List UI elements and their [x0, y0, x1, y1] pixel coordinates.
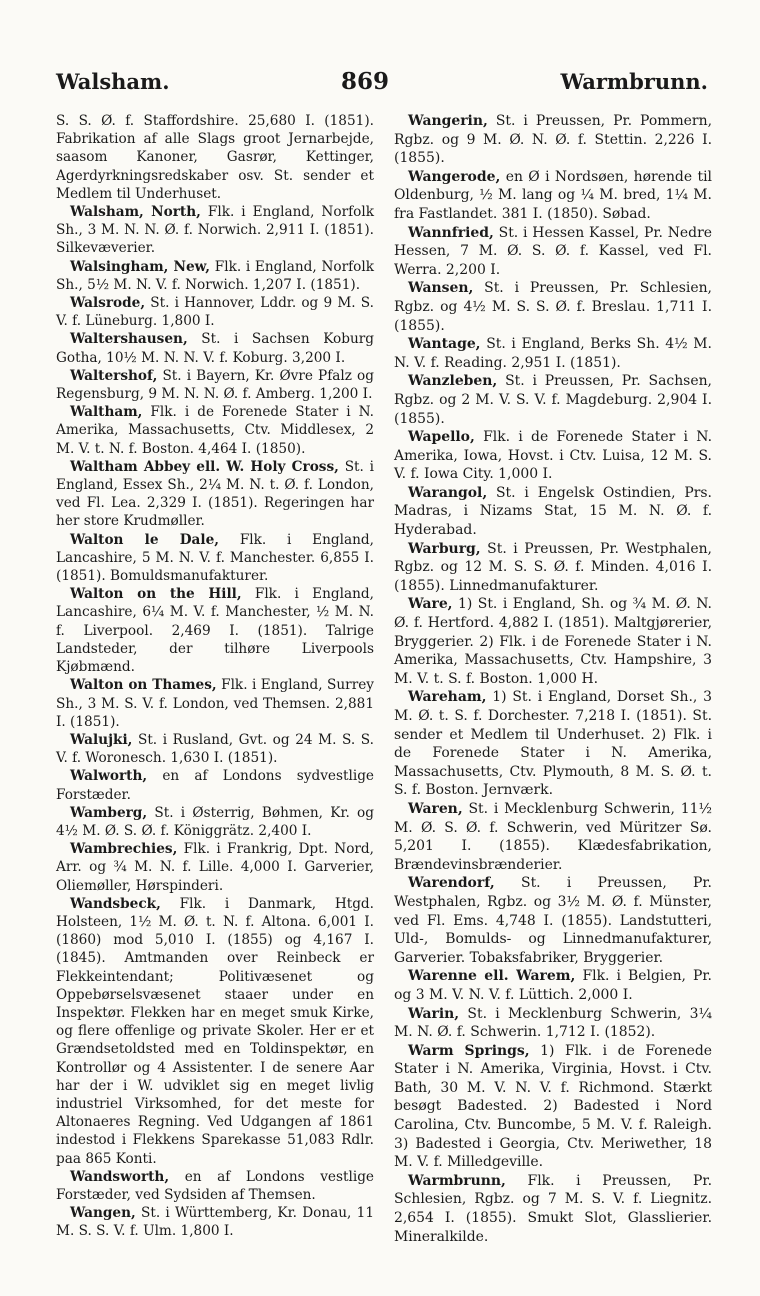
- dictionary-entry: [56, 804, 374, 840]
- entry-headword: Waltham,: [70, 404, 143, 421]
- entry-text: St. i Hannover, Lddr. og 9 M. S. V. f. Lüneburg. 1,800 I.: [56, 295, 374, 330]
- dictionary-entry: [56, 330, 374, 366]
- entry-text: St. i England, Berks Sh. 4½ M. N. V. f. Reading. 2,951 I. (1851).: [394, 336, 712, 371]
- entry-headword: Warburg,: [408, 540, 481, 557]
- dictionary-entry: [394, 967, 712, 1004]
- dictionary-entry: [394, 112, 712, 168]
- entry-text: St. i Engelsk Ostindien, Prs. Madras, i Nizams Stat, 15 M. N. Ø. f. Hyderabad.: [394, 484, 712, 539]
- dictionary-entry: [394, 224, 712, 280]
- entry-text: St. i Sachsen Koburg Gotha, 10½ M. N. N. V. f. Koburg. 3,200 I.: [56, 331, 374, 366]
- dictionary-entry: [394, 335, 712, 372]
- entry-text: en Ø i Nordsøen, hørende til Oldenburg, ½ M. lang og ¼ M. bred, 1¼ M. fra Fastlandet. 381 I. (1850). Søbad.: [394, 168, 712, 222]
- entry-headword: Wareham,: [408, 689, 487, 706]
- dictionary-entry: [394, 428, 712, 484]
- entry-text: Flk. i Preussen, Pr. Schlesien, Rgbz. og 7 M. S. V. f. Liegnitz. 2,654 I. (1855). Smukt Slot, Glasslierier. Mineralkilde.: [394, 1172, 712, 1245]
- entry-text: S. S. Ø. f. Staffordshire. 25,680 I. (1851). Fabrikation af alle Slags groot Jernarbejde, saasom Kanoner, Gasrør, Kettinger, Agerdyrkningsredskaber osv. St. sender et Medlem til Underhuset.: [56, 113, 374, 202]
- entry-headword: Wapello,: [408, 429, 475, 446]
- entry-headword: Warin,: [408, 1005, 460, 1022]
- dictionary-entry: [56, 676, 374, 731]
- dictionary-entry: [394, 540, 712, 596]
- entry-text: St. i Bayern, Kr. Øvre Pfalz og Regensburg, 9 M. N. N. Ø. f. Amberg. 1,200 I.: [56, 367, 375, 403]
- entry-text: St. i Østerrig, Bøhmen, Kr. og 4½ M. Ø. S. Ø. f. Königgrätz. 2,400 I.: [56, 804, 375, 839]
- entry-headword: Wambrechies,: [70, 841, 178, 858]
- entry-text: St. i Preussen, Pr. Sachsen, Rgbz. og 2 M. V. S. V. f. Magdeburg. 2,904 I. (1855).: [394, 373, 712, 427]
- entry-headword: Walton on Thames,: [70, 677, 217, 694]
- entry-headword: Wangerode,: [408, 168, 501, 185]
- entry-headword: Ware,: [408, 596, 453, 613]
- left-column: [56, 112, 374, 1241]
- entry-headword: Walsham, North,: [70, 204, 201, 221]
- entry-headword: Warmbrunn,: [408, 1172, 506, 1189]
- dictionary-entry: [56, 294, 374, 330]
- dictionary-entry: [56, 531, 374, 586]
- entry-text: en af Londons vestlige Forstæder, ved Sydsiden af Themsen.: [56, 1168, 375, 1203]
- running-head-right: Warmbrunn.: [560, 68, 708, 94]
- entry-headword: Warm Springs,: [408, 1042, 530, 1059]
- entry-text: Flk. i de Forenede Stater i N. Amerika, Massachusetts, Ctv. Middlesex, 2 M. V. t. N. f. Boston. 4,464 I. (1850).: [56, 404, 375, 457]
- entry-headword: Wantage,: [408, 336, 481, 353]
- entry-text: Flk. i England, Lancashire, 5 M. N. V. f. Manchester. 6,855 I. (1851). Bomuldsmanufakturer.: [56, 531, 374, 585]
- dictionary-entry: [56, 112, 374, 203]
- dictionary-entry: [56, 895, 374, 1168]
- running-head-left: Walsham.: [56, 68, 170, 94]
- dictionary-entry: [56, 840, 374, 895]
- entry-headword: Wanzleben,: [408, 373, 498, 390]
- entry-text: 1) St. i England, Sh. og ¾ M. Ø. N. Ø. f. Hertford. 4,882 I. (1851). Maltgjørerier, Bryggerier. 2) Flk. i de Forenede Stater i N. Amerika, Massachusetts, Ctv. Hampshire, 3 M. V. t. S. f. Boston. 1,000 H.: [394, 596, 712, 687]
- page-number: 869: [341, 67, 390, 95]
- entry-headword: Wamberg,: [70, 804, 148, 821]
- dictionary-entry: [394, 372, 712, 428]
- dictionary-entry: [394, 168, 712, 224]
- entry-text: Flk. i England, Surrey Sh., 3 M. S. V. f. London, ved Themsen. 2,881 I. (1851).: [56, 677, 375, 730]
- entry-headword: Walton le Dale,: [70, 531, 220, 548]
- dictionary-entry: [394, 1005, 712, 1042]
- entry-text: St. i Preussen, Pr. Pommern, Rgbz. og 9 M. Ø. N. Ø. f. Stettin. 2,226 I. (1855).: [394, 113, 712, 167]
- dictionary-entry: [56, 367, 374, 403]
- dictionary-entry: [394, 800, 712, 874]
- dictionary-entry: [56, 203, 374, 258]
- entry-headword: Wannfried,: [408, 224, 494, 241]
- entry-text: St. i Württemberg, Kr. Donau, 11 M. S. S. V. f. Ulm. 1,800 I.: [56, 1205, 374, 1240]
- entry-headword: Wandsworth,: [70, 1168, 170, 1185]
- dictionary-entry: [56, 458, 374, 531]
- entry-text: 1) St. i England, Dorset Sh., 3 M. Ø. t. S. f. Dorchester. 7,218 I. (1851). St. sender et Medlem til Underhuset. 2) Flk. i de Forenede Stater i N. Amerika, Massachusetts, Ctv. Plymouth, 8 M. S. Ø. t. S. f. Boston. Jernværk.: [394, 689, 712, 799]
- dictionary-entry: [56, 585, 374, 676]
- entry-text: Flk. i England, Norfolk Sh., 3 M. N. N. Ø. f. Norwich. 2,911 I. (1851). Silkevæverier.: [56, 204, 374, 257]
- entry-text: St. i Preussen, Pr. Schlesien, Rgbz. og 4½ M. S. S. Ø. f. Breslau. 1,711 I. (1855).: [394, 280, 712, 334]
- entry-headword: Waren,: [408, 800, 463, 817]
- entry-text: St. i England, Essex Sh., 2¼ M. N. t. Ø. f. London, ved Fl. Lea. 2,329 I. (1851). Regeringen har her store Krudmøller.: [56, 458, 374, 530]
- entry-text: Flk. i Belgien, Pr. og 3 M. V. N. V. f. Lüttich. 2,000 I.: [394, 968, 712, 1003]
- dictionary-entry: [56, 767, 374, 803]
- entry-headword: Walujki,: [70, 731, 133, 748]
- dictionary-entry: [394, 595, 712, 688]
- entry-headword: Waltershof,: [70, 367, 158, 384]
- dictionary-entry: [56, 731, 374, 767]
- entry-text: en af Londons sydvestlige Forstæder.: [56, 768, 374, 803]
- entry-text: St. i Preussen, Pr. Westphalen, Rgbz. og 3½ M. Ø. f. Münster, ved Fl. Ems. 4,748 I. (1855). Landstutteri, Uld-, Bomulds- og Linnedmanufakturer, Garverier. Tobaksfabriker, Bryggerier.: [394, 875, 712, 966]
- dictionary-entry: [394, 279, 712, 335]
- entry-text: St. i Mecklenburg Schwerin, 3¼ M. N. Ø. f. Schwerin. 1,712 I. (1852).: [394, 1005, 713, 1041]
- entry-headword: Warenne ell. Warem,: [408, 968, 576, 985]
- entry-headword: Walsrode,: [70, 295, 146, 312]
- dictionary-entry: [394, 688, 712, 800]
- entry-text: St. i Preussen, Pr. Westphalen, Rgbz. og 12 M. S. S. Ø. f. Minden. 4,016 I. (1855). Linnedmanufakturer.: [394, 540, 712, 594]
- dictionary-entry: [56, 403, 374, 458]
- dictionary-entry: [56, 258, 374, 294]
- entry-headword: Waltershausen,: [70, 331, 188, 348]
- entry-text: St. i Rusland, Gvt. og 24 M. S. S. V. f. Woronesch. 1,630 I. (1851).: [56, 731, 374, 767]
- dictionary-entry: [394, 484, 712, 540]
- entry-headword: Wangerin,: [408, 113, 488, 129]
- dictionary-entry: [56, 1204, 374, 1240]
- entry-headword: Walworth,: [70, 768, 148, 785]
- right-column: [394, 112, 712, 1246]
- dictionary-entry: [394, 1172, 712, 1246]
- entry-text: Flk. i England, Lancashire, 6¼ M. V. f. Manchester, ½ M. N. f. Liverpool. 2,469 I. (1851). Talrige Landsteder, der tilhøre Liverpools Kjøbmænd.: [56, 586, 374, 676]
- entry-headword: Warangol,: [408, 484, 488, 501]
- entry-headword: Waltham Abbey ell. W. Holy Cross,: [70, 458, 339, 475]
- entry-text: St. i Hessen Kassel, Pr. Nedre Hessen, 7 M. Ø. S. Ø. f. Kassel, ved Fl. Werra. 2,200 I.: [394, 224, 713, 278]
- entry-text: Flk. i Frankrig, Dpt. Nord, Arr. og ¾ M. N. f. Lille. 4,000 I. Garverier, Oliemøller, Hørspinderi.: [56, 841, 374, 894]
- entry-text: 1) Flk. i de Forenede Stater i N. Amerika, Virginia, Hovst. i Ctv. Bath, 30 M. V. N. V. f. Richmond. Stærkt besøgt Badested. 2) Badested i Nord Carolina, Ctv. Buncombe, 5 M. V. f. Raleigh. 3) Badested i Georgia, Ctv. Meriwether, 18 M. V. f. Milledgeville.: [394, 1042, 712, 1171]
- running-head: [56, 64, 708, 98]
- entry-headword: Wandsbeck,: [70, 895, 161, 912]
- entry-headword: Wansen,: [408, 280, 474, 297]
- dictionary-entry: [394, 1042, 712, 1172]
- entry-headword: Walton on the Hill,: [70, 586, 242, 603]
- entry-text: Flk. i de Forenede Stater i N. Amerika, Iowa, Hovst. i Ctv. Luisa, 12 M. S. V. f. Iowa City. 1,000 I.: [394, 429, 713, 483]
- entry-text: St. i Mecklenburg Schwerin, 11½ M. Ø. S. Ø. f. Schwerin, ved Müritzer Sø. 5,201 I. (1855). Klædesfabrikation, Brændevinsbrænderier.: [394, 800, 712, 873]
- dictionary-entry: [56, 1168, 374, 1204]
- entry-headword: Warendorf,: [408, 875, 495, 892]
- dictionary-entry: [394, 874, 712, 967]
- entry-text: Flk. i Danmark, Htgd. Holsteen, 1½ M. Ø. t. N. f. Altona. 6,001 I. (1860) mod 5,010 I. (1855) og 4,167 I. (1845). Amtmanden over Reinbeck er Flekkeintendant; Politivæsenet og Oppebørselsvæsenet staaer under en Inspektør. Flekken har en meget smuk Kirke, og flere offenlige og private Skoler. Her er et Grændsetoldsted med en Toldinspektør, en Kontrollør og 4 Assistenter. I de senere Aar har der i W. udviklet sig en meget livlig industriel Virksomhed, for det meste for Altonaeres Regning. Ved Udgangen af 1861 indestod i Flekkens Sparekasse 51,083 Rdlr. paa 865 Konti.: [56, 895, 374, 1167]
- entry-headword: Walsingham, New,: [70, 258, 211, 275]
- entry-text: Flk. i England, Norfolk Sh., 5½ M. N. V. f. Norwich. 1,207 I. (1851).: [56, 258, 374, 293]
- entry-headword: Wangen,: [70, 1205, 136, 1222]
